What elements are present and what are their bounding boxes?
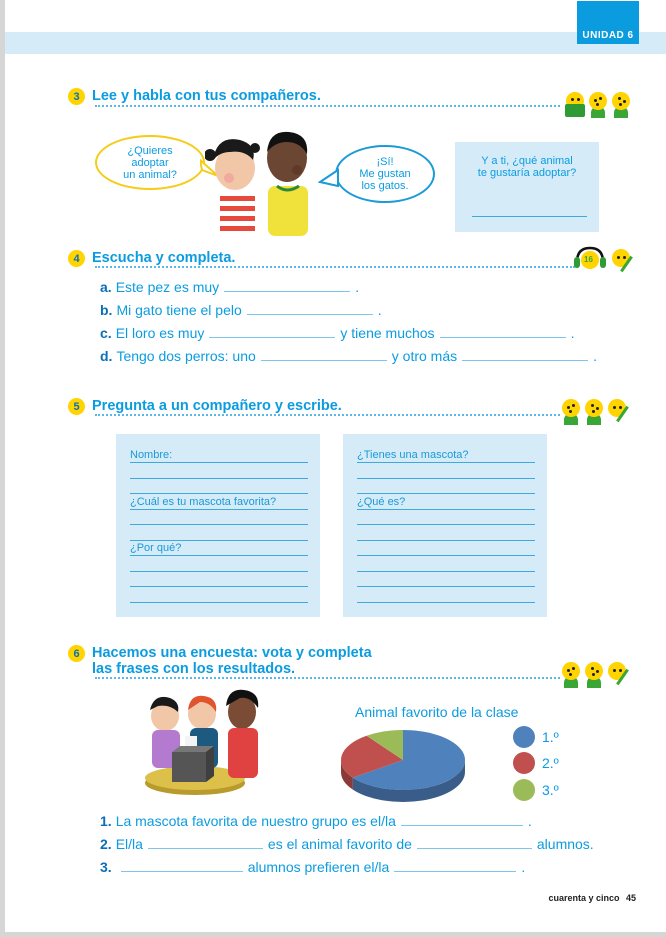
result-sentence-1: 1. La mascota favorita de nuestro grupo es el/la . xyxy=(100,813,532,829)
legend-item-3 xyxy=(513,779,559,801)
section-5-title xyxy=(68,398,342,415)
section-4-title xyxy=(68,250,235,267)
section-heading: Escucha y completa. xyxy=(92,250,236,266)
blank-field[interactable] xyxy=(462,349,588,361)
blank-field[interactable] xyxy=(401,814,523,826)
form-line[interactable] xyxy=(130,524,308,525)
form-line[interactable] xyxy=(130,493,308,494)
question-box: Y a ti, ¿qué animal te gustaría adoptar? xyxy=(455,142,599,232)
pie-chart xyxy=(335,722,475,807)
speech-bubble-boy: ¡Sí! Me gustan los gatos. xyxy=(335,145,435,203)
form-line[interactable] xyxy=(130,555,308,556)
form-line[interactable] xyxy=(357,586,535,587)
blank-field[interactable] xyxy=(261,349,387,361)
exercise-item-b: b. Mi gato tiene el pelo . xyxy=(100,302,382,318)
result-sentence-3: 3. alumnos prefieren el/la . xyxy=(100,859,526,875)
exercise-item-d: d. Tengo dos perros: uno y otro más . xyxy=(100,348,598,364)
section-6-title xyxy=(68,645,372,677)
form-line[interactable] xyxy=(130,478,308,479)
form-label: ¿Por qué? xyxy=(130,542,182,554)
legend-label: 2.º xyxy=(542,755,559,771)
form-line[interactable] xyxy=(130,571,308,572)
legend-item-2 xyxy=(513,752,559,774)
form-line[interactable] xyxy=(357,571,535,572)
voting-children-illustration xyxy=(140,688,270,803)
write-icon xyxy=(611,249,631,275)
section-heading: Pregunta a un compañero y escribe. xyxy=(92,398,342,414)
blank-field[interactable] xyxy=(209,326,335,338)
form-line[interactable] xyxy=(357,540,535,541)
page-number: 45 xyxy=(625,893,636,903)
form-line[interactable] xyxy=(357,493,535,494)
page-footer xyxy=(544,893,636,903)
speech-bubble-girl: ¿Quieres adoptar un animal? xyxy=(95,135,205,190)
interview-form-left xyxy=(116,434,320,617)
section-3-title xyxy=(68,88,321,105)
exercise-item-c: c. El loro es muy y tiene muchos . xyxy=(100,325,575,341)
form-line[interactable] xyxy=(357,602,535,603)
section-heading: Hacemos una encuesta: vota y completa las frases con los resultados. xyxy=(92,645,372,677)
dotted-rule xyxy=(95,414,560,416)
activity-icons xyxy=(611,249,631,275)
talk-icon xyxy=(561,662,581,688)
form-line[interactable] xyxy=(130,462,308,463)
form-line[interactable] xyxy=(357,478,535,479)
section-number-badge: 5 xyxy=(68,398,85,415)
blank-field[interactable] xyxy=(148,837,263,849)
section-heading: Lee y habla con tus compañeros. xyxy=(92,88,321,104)
legend-label: 3.º xyxy=(542,782,559,798)
dotted-rule xyxy=(95,105,560,107)
legend-swatch xyxy=(513,779,535,801)
audio-track-icon[interactable] xyxy=(573,246,607,270)
activity-icons xyxy=(561,399,627,425)
interview-form-right xyxy=(343,434,547,617)
track-number: 16 xyxy=(584,255,593,264)
unit-label: UNIDAD 6 xyxy=(582,30,634,41)
talk-icon xyxy=(611,92,631,118)
form-label: Nombre: xyxy=(130,449,173,461)
dotted-rule xyxy=(95,266,575,268)
page-number-words: cuarenta y cinco xyxy=(548,893,620,903)
form-line[interactable] xyxy=(357,462,535,463)
activity-icons xyxy=(565,92,631,118)
answer-line[interactable] xyxy=(472,216,587,217)
dotted-rule xyxy=(95,677,560,679)
form-label: ¿Qué es? xyxy=(357,496,406,508)
talk-icon xyxy=(588,92,608,118)
form-line[interactable] xyxy=(130,540,308,541)
form-line[interactable] xyxy=(130,586,308,587)
legend-swatch xyxy=(513,752,535,774)
write-icon xyxy=(607,399,627,425)
activity-icons xyxy=(561,662,627,688)
children-illustration xyxy=(205,130,320,236)
legend-swatch xyxy=(513,726,535,748)
blank-field[interactable] xyxy=(247,303,373,315)
legend-label: 1.º xyxy=(542,729,559,745)
blank-field[interactable] xyxy=(121,860,243,872)
blank-field[interactable] xyxy=(224,280,350,292)
form-line[interactable] xyxy=(130,509,308,510)
section-number-badge: 3 xyxy=(68,88,85,105)
talk-icon xyxy=(561,399,581,425)
section-number-badge: 4 xyxy=(68,250,85,267)
bubble-tail xyxy=(318,168,340,190)
chart-title: Animal favorito de la clase xyxy=(355,704,519,720)
blank-field[interactable] xyxy=(417,837,532,849)
result-sentence-2: 2. El/la es el animal favorito de alumnos. xyxy=(100,836,594,852)
form-line[interactable] xyxy=(130,602,308,603)
form-label: ¿Tienes una mascota? xyxy=(357,449,469,461)
exercise-item-a: a. Este pez es muy . xyxy=(100,279,360,295)
write-icon xyxy=(607,662,627,688)
form-line[interactable] xyxy=(357,555,535,556)
unit-tab xyxy=(577,1,639,44)
form-label: ¿Cuál es tu mascota favorita? xyxy=(130,496,277,508)
form-line[interactable] xyxy=(357,509,535,510)
form-line[interactable] xyxy=(357,524,535,525)
header-band xyxy=(5,32,666,54)
talk-icon xyxy=(584,662,604,688)
talk-icon xyxy=(584,399,604,425)
section-number-badge: 6 xyxy=(68,645,85,662)
blank-field[interactable] xyxy=(394,860,516,872)
legend-item-1 xyxy=(513,726,559,748)
workbook-page xyxy=(5,0,666,932)
blank-field[interactable] xyxy=(440,326,566,338)
read-icon xyxy=(565,92,585,118)
